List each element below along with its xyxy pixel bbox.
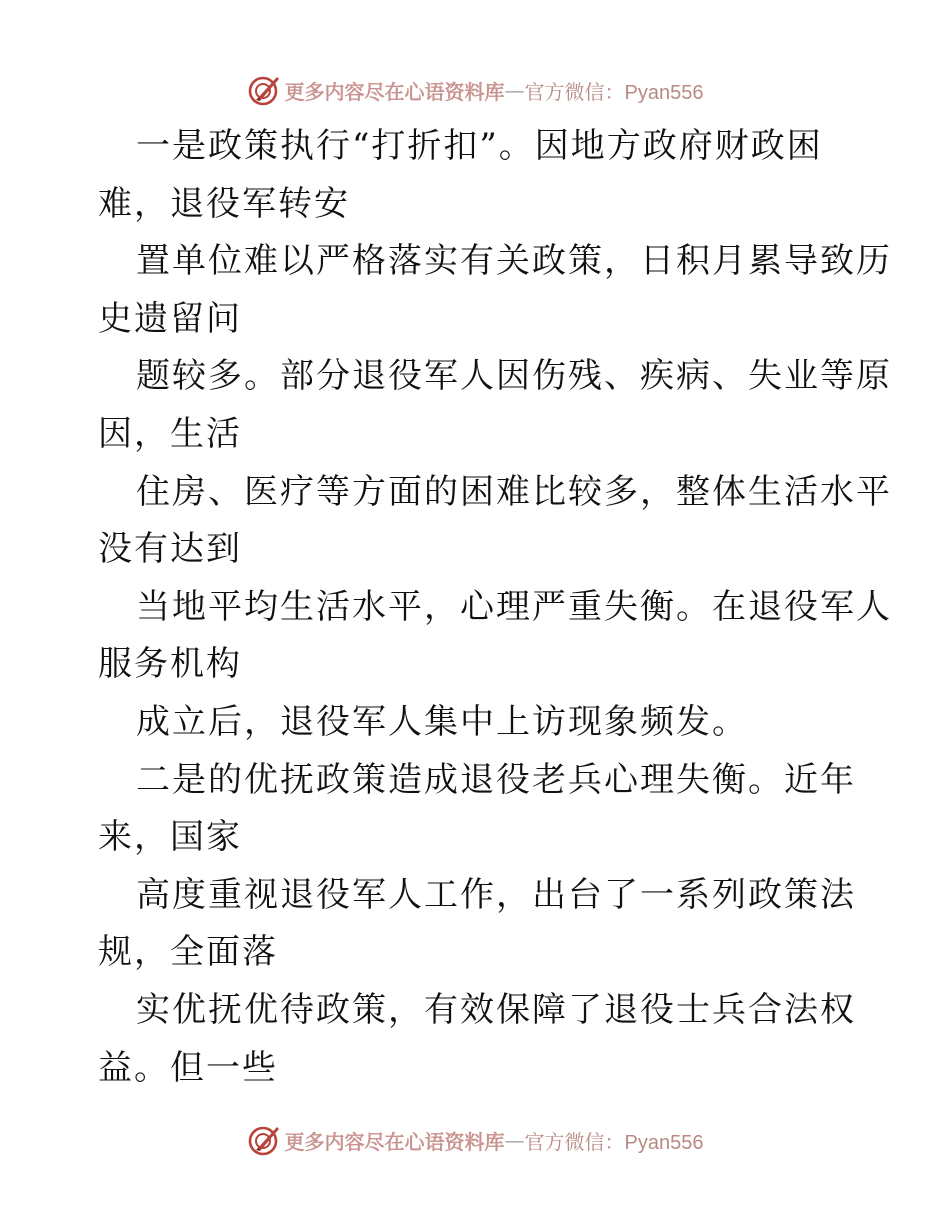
text-line: 没有达到 xyxy=(98,529,242,570)
watermark-account: 官方微信：Pyan556 xyxy=(524,1131,704,1154)
watermark-separator: — xyxy=(504,78,525,102)
text-line: 规，全面落 xyxy=(98,932,278,973)
watermark-text: 更多内容尽在心语资料库 xyxy=(284,1129,505,1154)
pen-logo-icon xyxy=(247,73,281,107)
text-line: 史遗留问 xyxy=(98,298,242,339)
watermark-account: 官方微信：Pyan556 xyxy=(524,81,704,104)
text-line: 服务机构 xyxy=(98,644,242,685)
footer-watermark xyxy=(0,1120,950,1160)
text-line: 来，国家 xyxy=(98,817,242,858)
text-line: 一是政策执行“打折扣”。因地方政府财政困 xyxy=(136,126,823,166)
text-line: 二是的优抚政策造成退役老兵心理失衡。近年 xyxy=(136,759,856,800)
text-line: 置单位难以严格落实有关政策，日积月累导致历 xyxy=(136,241,892,282)
text-line: 因，生活 xyxy=(98,413,242,454)
text-line: 难，退役军转安 xyxy=(98,183,350,224)
text-line: 题较多。部分退役军人因伤残、疾病、失业等原 xyxy=(136,356,892,397)
pen-logo-icon xyxy=(247,1123,281,1157)
text-line: 住房、医疗等方面的困难比较多，整体生活水平 xyxy=(136,471,892,512)
text-line: 当地平均生活水平，心理严重失衡。在退役军人 xyxy=(136,586,892,627)
text-line: 益。但一些 xyxy=(98,1047,278,1088)
text-line: 高度重视退役军人工作，出台了一系列政策法 xyxy=(136,874,856,915)
document-body xyxy=(98,118,892,1097)
watermark-separator: — xyxy=(504,1128,525,1152)
header-watermark xyxy=(0,70,950,110)
text-line: 成立后，退役军人集中上访现象频发。 xyxy=(136,701,748,742)
text-line: 实优抚优待政策，有效保障了退役士兵合法权 xyxy=(136,989,856,1030)
watermark-text: 更多内容尽在心语资料库 xyxy=(284,79,505,104)
